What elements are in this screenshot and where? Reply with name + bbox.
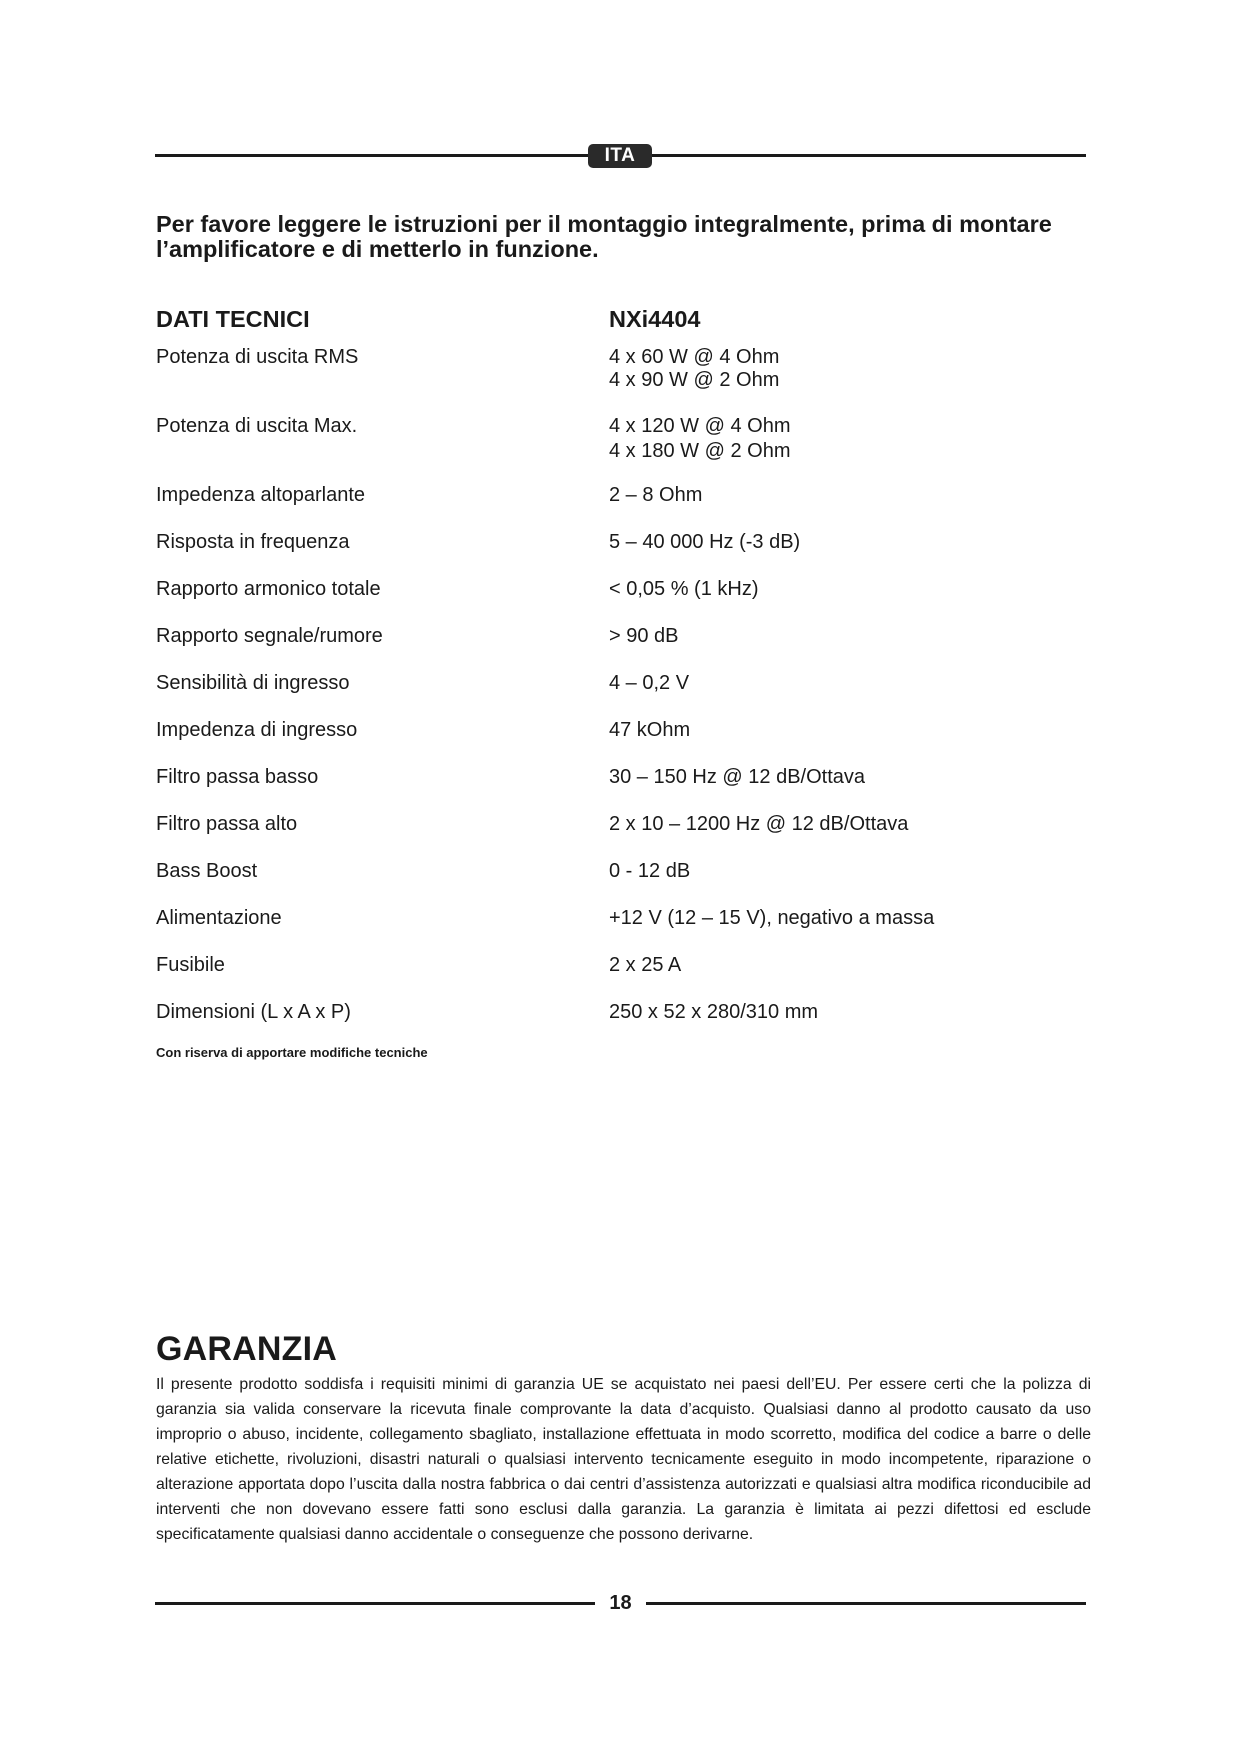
page-number: 18: [609, 1592, 632, 1614]
guarantee-body: Il presente prodotto soddisfa i requisiti minimi di garanzia UE se acquistato nei paesi dell’EU. Per essere certi che la polizza di garanzia sia valida conservare la ricevuta finale comprovante la data d’acquisto. Qualsiasi danno al prodotto causato da uso improprio o abuso, incidente, collegamento sbagliato, installazione effettuata in modo scorretto, modifica del codice a barre o delle relative etichette, rivoluzioni, disastri naturali o qualsiasi intervento tecnicamente eseguito in modo incompetente, riparazione o alterazione apportata dopo l’uscita dalla nostra fabbrica o dai centri d’assistenza autorizzati e qualsiasi altra modifica riconducibile ad interventi che non dovevano essere fatti sono esclusi dalla garanzia. La garanzia è limitata ai pezzi difettosi ed esclude specificatamente qualsiasi danno accidentale o conseguenze che possono derivarne.: [156, 1376, 1091, 1543]
spec-label: Fusibile: [156, 954, 225, 976]
spec-value: 47 kOhm: [609, 719, 691, 741]
spec-label: Rapporto segnale/rumore: [156, 625, 383, 647]
spec-value: 5 – 40 000 Hz (-3 dB): [609, 531, 801, 553]
spec-label: Alimentazione: [156, 907, 282, 929]
language-badge: ITA: [588, 144, 652, 168]
spec-label: Risposta in frequenza: [156, 531, 350, 553]
spec-values: [609, 346, 1079, 392]
spec-value: +12 V (12 – 15 V), negativo a massa: [609, 907, 935, 929]
spec-values: [609, 578, 1079, 601]
spec-values: [609, 531, 1079, 554]
spec-value: 0 - 12 dB: [609, 860, 691, 882]
spec-values: [609, 625, 1079, 648]
spec-value: 2 – 8 Ohm: [609, 484, 703, 506]
spec-values: [609, 907, 1079, 930]
spec-values: [609, 860, 1079, 883]
spec-label: Bass Boost: [156, 860, 258, 882]
spec-values: [609, 1001, 1079, 1024]
spec-label: Potenza di uscita RMS: [156, 346, 359, 368]
model-heading: NXi4404: [609, 306, 701, 332]
spec-label: Filtro passa basso: [156, 766, 319, 788]
spec-label: Sensibilità di ingresso: [156, 672, 350, 694]
spec-value: 250 x 52 x 280/310 mm: [609, 1001, 819, 1023]
spec-label: Potenza di uscita Max.: [156, 415, 358, 437]
spec-values: [609, 719, 1079, 742]
spec-values: [609, 415, 1079, 463]
footer-rule-left: [155, 1602, 595, 1605]
spec-label: Impedenza di ingresso: [156, 719, 358, 741]
spec-label: Rapporto armonico totale: [156, 578, 381, 600]
spec-values: [609, 766, 1079, 789]
footer-rule-right: [646, 1602, 1086, 1605]
spec-value: 2 x 25 A: [609, 954, 682, 976]
guarantee-title: GARANZIA: [156, 1330, 338, 1368]
spec-values: [609, 954, 1079, 977]
spec-value: 4 x 120 W @ 4 Ohm: [609, 415, 791, 437]
spec-value: < 0,05 % (1 kHz): [609, 578, 759, 600]
spec-value: 4 x 90 W @ 2 Ohm: [609, 369, 780, 391]
spec-label: Filtro passa alto: [156, 813, 298, 835]
spec-value: > 90 dB: [609, 625, 679, 647]
spec-value: 30 – 150 Hz @ 12 dB/Ottava: [609, 766, 866, 788]
spec-value: 2 x 10 – 1200 Hz @ 12 dB/Ottava: [609, 813, 909, 835]
spec-label: Impedenza altoparlante: [156, 484, 366, 506]
technical-note: Con riserva di apportare modifiche tecniche: [156, 1045, 428, 1060]
spec-values: [609, 484, 1079, 507]
spec-value: 4 x 60 W @ 4 Ohm: [609, 346, 780, 368]
spec-values: [609, 672, 1079, 695]
intro-text: Per favore leggere le istruzioni per il montaggio integralmente, prima di montare l’amplificatore e di metterlo in funzione.: [156, 211, 1052, 262]
specs-heading: DATI TECNICI: [156, 306, 310, 332]
spec-label: Dimensioni (L x A x P): [156, 1001, 351, 1023]
spec-value: 4 x 180 W @ 2 Ohm: [609, 440, 791, 462]
spec-value: 4 – 0,2 V: [609, 672, 690, 694]
spec-values: [609, 813, 1079, 836]
